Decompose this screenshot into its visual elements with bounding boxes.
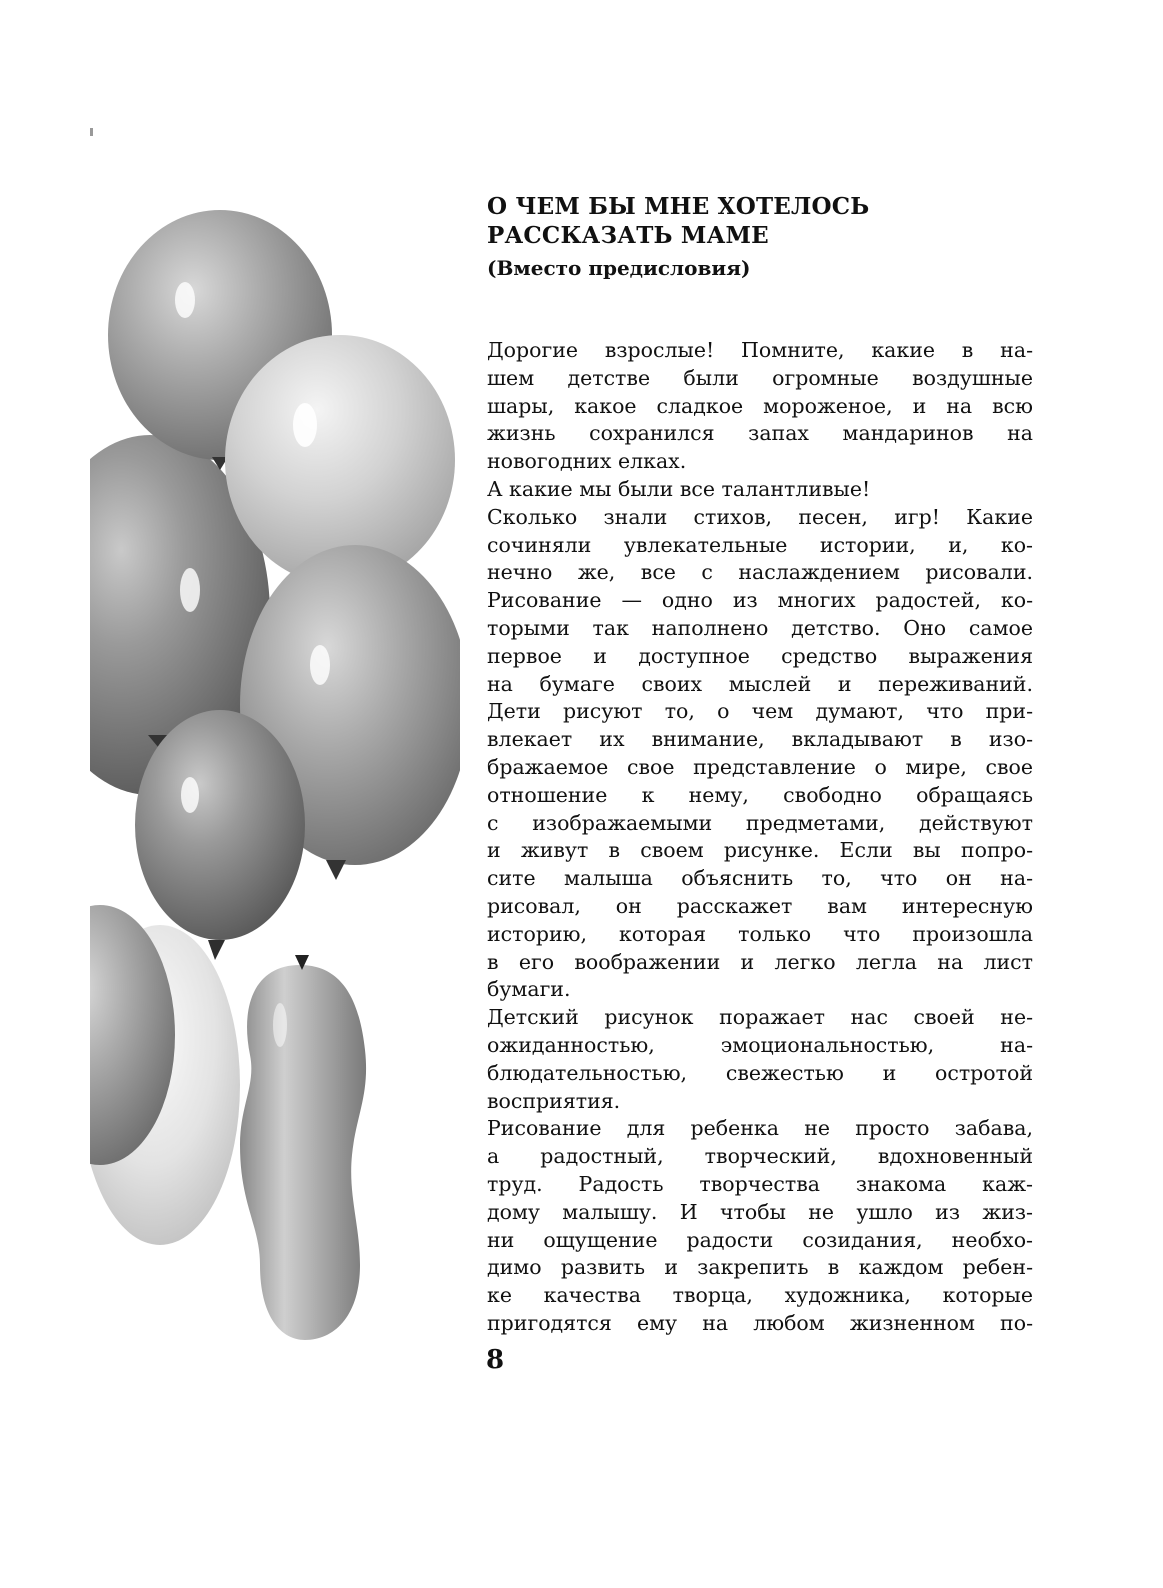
text-line: шары, какое сладкое мороженое, и на всю: [487, 393, 1033, 418]
text-line: ни ощущение радости созидания, необхо-: [487, 1227, 1033, 1252]
text-line: А какие мы были все талантливые!: [487, 476, 871, 501]
text-line: новогодних елках.: [487, 449, 687, 474]
text-line: димо развить и закрепить в каждом ребен-: [487, 1255, 1033, 1280]
text-line: торыми так наполнено детство. Оно самое: [487, 615, 1033, 640]
text-line: Рисование для ребенка не просто забава,: [487, 1116, 1033, 1141]
text-line: нечно же, все с наслаждением рисовали.: [487, 560, 1033, 585]
chapter-title-line: О ЧЕМ БЫ МНЕ ХОТЕЛОСЬ: [487, 193, 870, 220]
text-line: Рисование — одно из многих радостей, ко-: [487, 588, 1033, 613]
text-line: бумаги.: [487, 977, 571, 1002]
text-line: на бумаге своих мыслей и переживаний.: [487, 671, 1033, 696]
text-line: сочиняли увлекательные истории, и, ко-: [487, 532, 1033, 557]
text-line: первое и доступное средство выражения: [487, 643, 1033, 668]
text-line: рисовал, он расскажет вам интересную: [487, 893, 1033, 918]
text-line: Дети рисуют то, о чем думают, что при-: [487, 699, 1033, 724]
scan-speck: [90, 128, 93, 136]
text-line: в его воображении и легко легла на лист: [487, 949, 1033, 974]
text-line: Сколько знали стихов, песен, игр! Какие: [487, 504, 1033, 529]
text-line: Дорогие взрослые! Помните, какие в на-: [487, 338, 1033, 362]
text-line: дому малышу. И чтобы не ушло из жиз-: [487, 1199, 1033, 1224]
chapter-title-line: РАССКАЗАТЬ МАМЕ: [487, 222, 769, 249]
text-line: с изображаемыми предметами, действуют: [487, 810, 1033, 835]
text-line: пригодятся ему на любом жизненном по-: [487, 1310, 1033, 1335]
chapter-subtitle: (Вместо предисловия): [487, 256, 751, 280]
text-line: восприятия.: [487, 1088, 621, 1113]
chapter-title: [487, 192, 1033, 250]
text-line: ожиданностью, эмоциональностью, на-: [487, 1032, 1033, 1057]
text-line: труд. Радость творчества знакома каж-: [487, 1171, 1033, 1196]
body-text: [487, 337, 1033, 1338]
balloons-photo: [90, 195, 460, 1350]
text-line: а радостный, творческий, вдохновенный: [487, 1144, 1033, 1169]
text-column: [487, 192, 1033, 1338]
text-line: бражаемое свое представление о мире, свое: [487, 754, 1033, 779]
text-line: сите малыша объяснить то, что он на-: [487, 866, 1033, 891]
page-number: 8: [486, 1345, 505, 1375]
text-line: блюдательностью, свежестью и остротой: [487, 1060, 1033, 1085]
text-line: ке качества творца, художника, которые: [487, 1283, 1033, 1308]
text-line: Детский рисунок поражает нас своей не-: [487, 1005, 1033, 1030]
text-line: отношение к нему, свободно обращаясь: [487, 782, 1033, 807]
text-line: жизнь сохранился запах мандаринов на: [487, 421, 1033, 446]
text-line: и живут в своем рисунке. Если вы попро-: [487, 838, 1033, 863]
text-line: влекает их внимание, вкладывают в изо-: [487, 727, 1033, 752]
text-line: историю, которая только что произошла: [487, 921, 1033, 946]
text-line: шем детстве были огромные воздушные: [487, 365, 1033, 390]
